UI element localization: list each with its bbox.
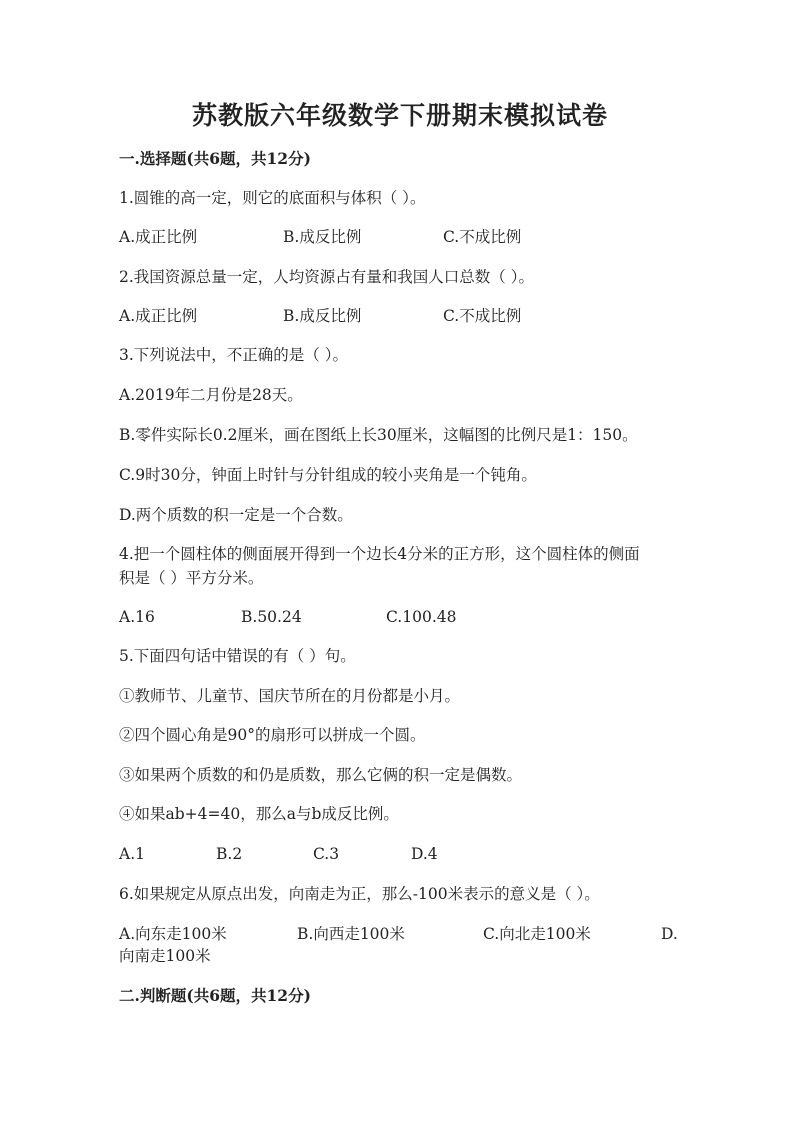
question-3: 3.下列说法中，不正确的是（ ）。 (119, 346, 348, 364)
q5-statement-1: ①教师节、儿童节、国庆节所在的月份都是小月。 (119, 687, 461, 705)
q6-option-d-continued: 向南走100米 (119, 947, 211, 965)
q1-option-a: A.成正比例 (119, 228, 198, 246)
q3-option-b: B.零件实际长0.2厘米，画在图纸上长30厘米，这幅图的比例尺是1：150。 (119, 426, 638, 444)
q3-option-d: D.两个质数的积一定是一个合数。 (119, 506, 353, 524)
q6-option-a: A.向东走100米 (119, 925, 227, 943)
question-4-line2: 积是（ ）平方分米。 (119, 569, 264, 587)
q6-option-b: B.向西走100米 (297, 925, 405, 943)
q5-statement-4: ④如果ab+4=40，那么a与b成反比例。 (119, 805, 399, 823)
q4-option-c: C.100.48 (386, 608, 457, 626)
q1-option-c: C.不成比例 (443, 228, 522, 246)
question-4-line1: 4.把一个圆柱体的侧面展开得到一个边长4分米的正方形，这个圆柱体的侧面 (119, 545, 640, 563)
q2-option-c: C.不成比例 (443, 307, 522, 325)
q4-option-b: B.50.24 (241, 608, 302, 626)
q6-option-d: D. (661, 925, 678, 943)
question-1: 1.圆锥的高一定，则它的底面积与体积（ ）。 (119, 189, 426, 207)
section-heading-choice: 一.选择题(共6题，共12分) (119, 149, 311, 168)
question-5: 5.下面四句话中错误的有（ ）句。 (119, 647, 356, 665)
q5-statement-3: ③如果两个质数的和仍是质数，那么它俩的积一定是偶数。 (119, 766, 523, 784)
page-title: 苏教版六年级数学下册期末模拟试卷 (191, 101, 608, 130)
q3-option-a: A.2019年二月份是28天。 (119, 386, 303, 404)
q5-option-a: A.1 (119, 845, 145, 863)
q2-option-a: A.成正比例 (119, 307, 198, 325)
q5-statement-2: ②四个圆心角是90°的扇形可以拼成一个圆。 (119, 726, 426, 744)
q4-option-a: A.16 (119, 608, 155, 626)
q5-option-d: D.4 (411, 845, 438, 863)
q1-option-b: B.成反比例 (283, 228, 362, 246)
q2-option-b: B.成反比例 (283, 307, 362, 325)
q3-option-c: C.9时30分，钟面上时针与分针组成的较小夹角是一个钝角。 (119, 466, 537, 484)
section-heading-judgement: 二.判断题(共6题，共12分) (119, 986, 311, 1005)
q6-option-c: C.向北走100米 (483, 925, 591, 943)
question-6: 6.如果规定从原点出发，向南走为正，那么-100米表示的意义是（ ）。 (119, 885, 600, 903)
q5-option-c: C.3 (313, 845, 340, 863)
q5-option-b: B.2 (216, 845, 243, 863)
question-2: 2.我国资源总量一定，人均资源占有量和我国人口总数（ ）。 (119, 268, 534, 286)
